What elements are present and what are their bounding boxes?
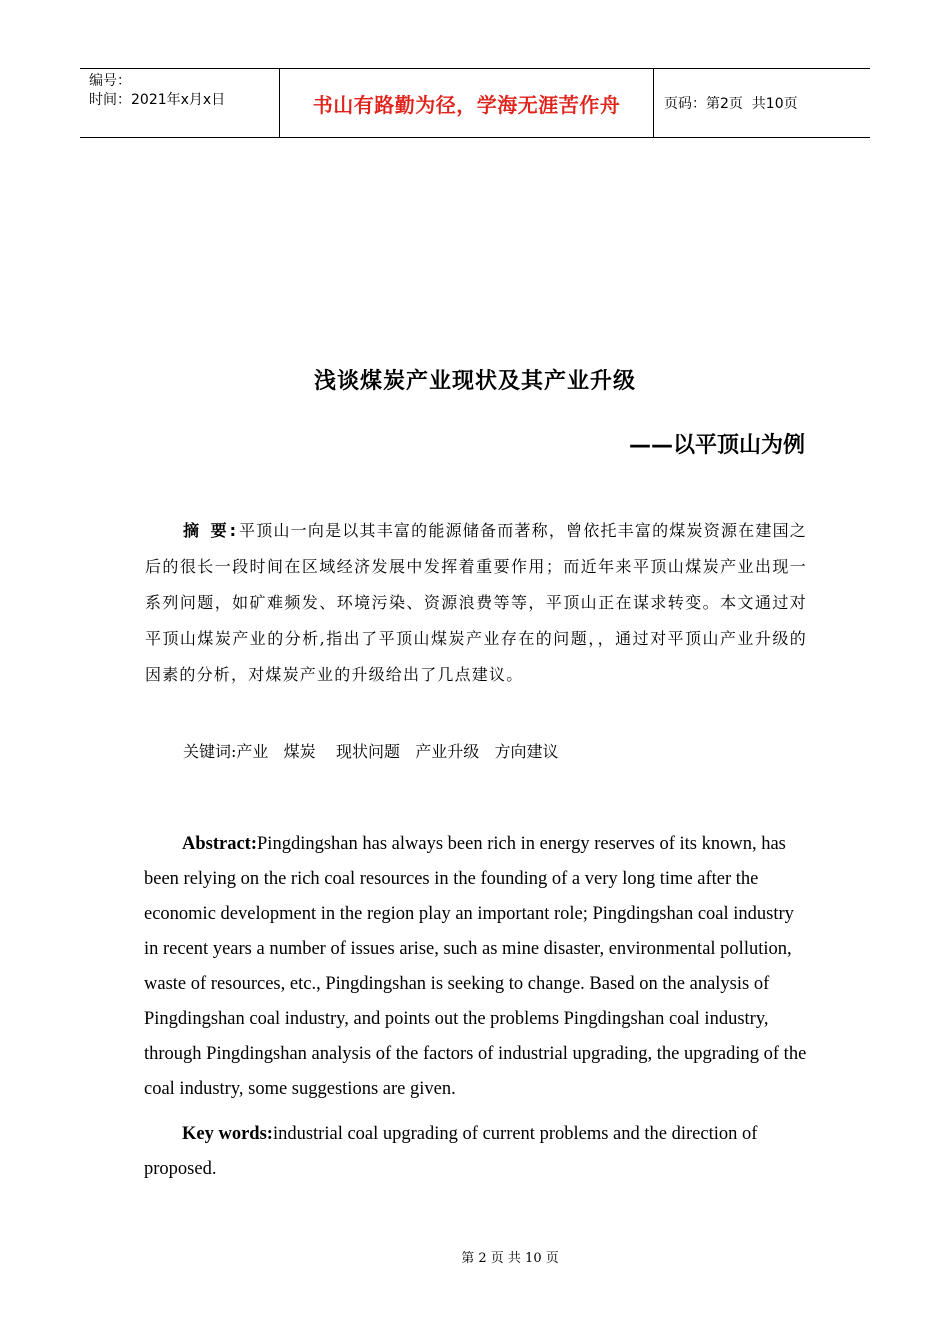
document-title: 浅谈煤炭产业现状及其产业升级 xyxy=(313,369,636,394)
english-keywords-label: Key words: xyxy=(182,1124,273,1144)
header-page-info: 页码：第2页 共10页 xyxy=(664,96,798,112)
chinese-abstract xyxy=(145,513,807,693)
page-footer: 第 2 页 共 10 页 xyxy=(461,1251,559,1266)
header-meta xyxy=(80,69,280,137)
chinese-keywords xyxy=(183,734,559,770)
english-abstract xyxy=(144,827,809,1107)
chinese-abstract-label: 摘 要: xyxy=(183,521,240,540)
english-keywords-text: industrial coal upgrading of current problems and the direction of proposed. xyxy=(144,1124,758,1179)
page-header xyxy=(80,68,870,138)
english-keywords xyxy=(144,1117,809,1187)
document-title-row xyxy=(0,364,950,395)
document-date: 时间：2021年x月x日 xyxy=(89,92,226,108)
chinese-abstract-text: 平顶山一向是以其丰富的能源储备而著称，曾依托丰富的煤炭资源在建国之后的很长一段时间在区域经济发展中发挥着重要作用；而近年来平顶山煤炭产业出现一系列问题，如矿难频发、环境污染、资源浪费等等，平顶山正在谋求转变。本文通过对平顶山煤炭产业的分析,指出了平顶山煤炭产业存在的问题，，通过对平顶山产业升级的因素的分析，对煤炭产业的升级给出了几点建议。 xyxy=(145,521,807,684)
header-motto: 书山有路勤为径，学海无涯苦作舟 xyxy=(280,69,654,137)
chinese-keywords-label: 关键词 xyxy=(183,742,232,761)
document-subtitle: ——以平顶山为例 xyxy=(628,433,805,458)
english-abstract-label: Abstract: xyxy=(182,834,258,854)
english-abstract-text: Pingdingshan has always been rich in energy reserves of its known, has been relying on the rich coal resources in the founding of a very long time after the economic development in the region play an important role; Pingdingshan coal industry in recent years a number of issues arise, such as mine disaster, environmental pollution, waste of resources, etc., Pingdingshan is seeking to change. Based on the analysis of Pingdingshan coal industry, and points out the problems Pingdingshan coal industry, through Pingdingshan analysis of the factors of industrial upgrading, the upgrading of the coal industry, some suggestions are given. xyxy=(144,834,807,1099)
chinese-keywords-text: :产业 煤炭 现状问题 产业升级 方向建议 xyxy=(231,742,559,761)
document-number-label: 编号： xyxy=(89,73,131,89)
